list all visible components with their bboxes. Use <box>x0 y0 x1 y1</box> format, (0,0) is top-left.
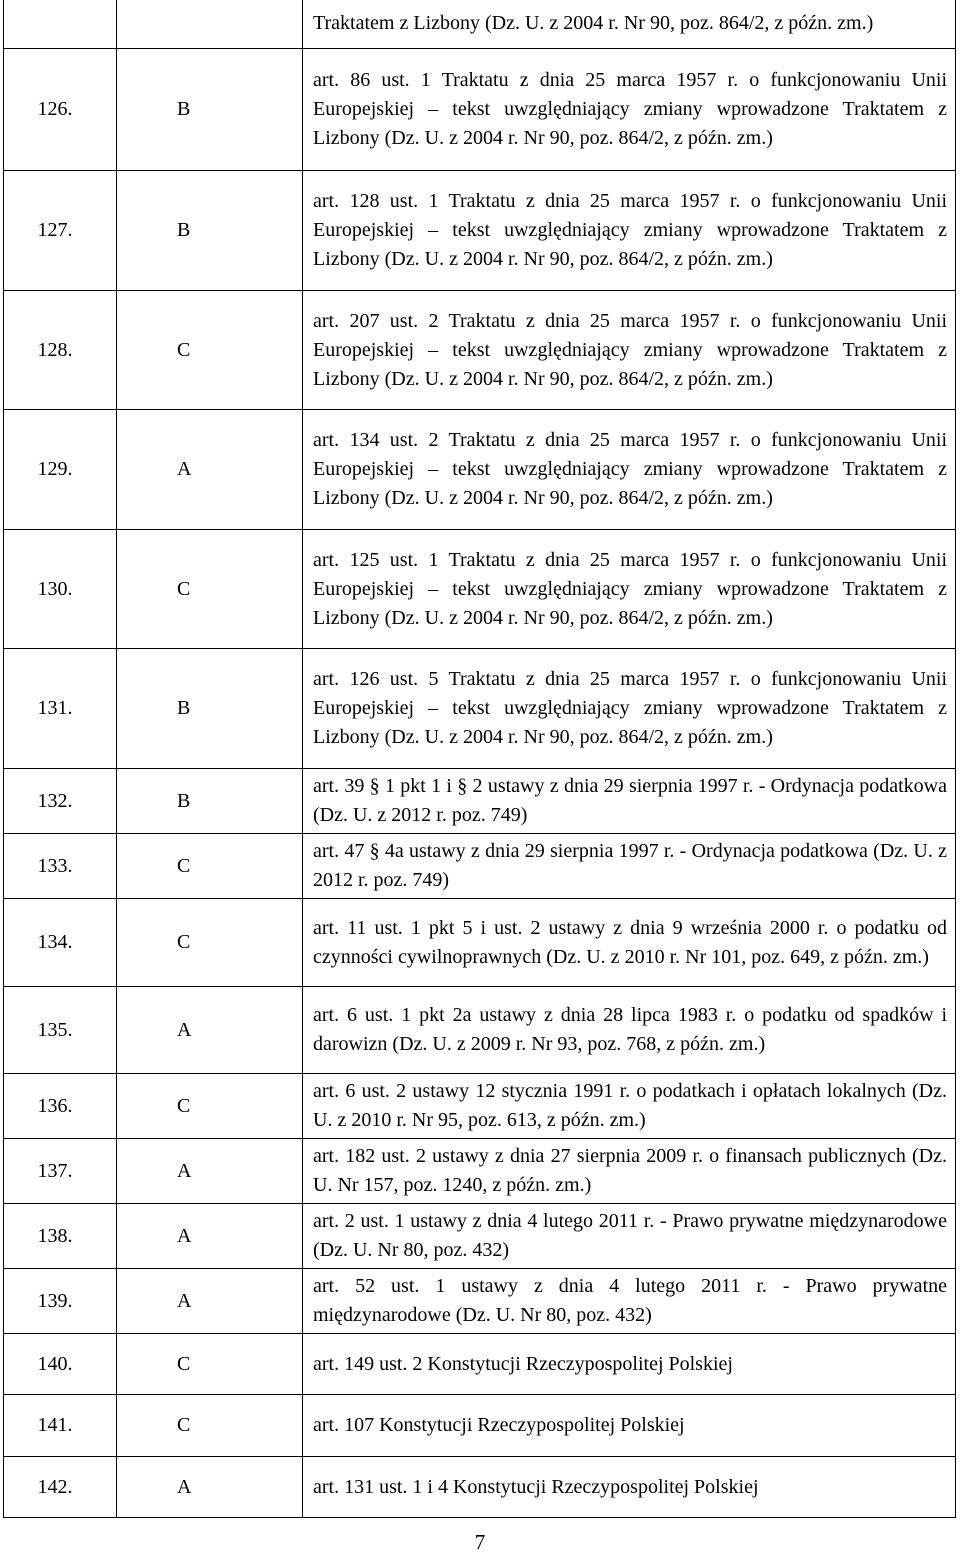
table-row <box>4 769 956 834</box>
table-row <box>4 987 956 1074</box>
answer-letter: B <box>117 171 303 291</box>
answer-key-table <box>3 0 956 1518</box>
table-row <box>4 171 956 291</box>
question-number: 137. <box>4 1139 117 1204</box>
question-number: 141. <box>4 1395 117 1457</box>
question-number: 138. <box>4 1204 117 1269</box>
legal-reference: art. 107 Konstytucji Rzeczypospolitej Polskiej <box>303 1395 956 1457</box>
table-row <box>4 1457 956 1518</box>
table-row <box>4 834 956 899</box>
page-number: 7 <box>474 1530 486 1554</box>
table-row <box>4 649 956 769</box>
question-number: 129. <box>4 410 117 530</box>
question-number: 132. <box>4 769 117 834</box>
table-row <box>4 410 956 530</box>
table-row <box>4 0 956 49</box>
legal-reference: art. 39 § 1 pkt 1 i § 2 ustawy z dnia 29 sierpnia 1997 r. - Ordynacja podatkowa (Dz. U. z 2012 r. poz. 749) <box>303 769 956 834</box>
answer-letter: B <box>117 649 303 769</box>
table-row <box>4 1334 956 1395</box>
legal-reference: art. 6 ust. 1 pkt 2a ustawy z dnia 28 lipca 1983 r. o podatku od spadków i darowizn (Dz. U. z 2009 r. Nr 93, poz. 768, z późn. zm.) <box>303 987 956 1074</box>
question-number: 135. <box>4 987 117 1074</box>
legal-reference: art. 134 ust. 2 Traktatu z dnia 25 marca 1957 r. o funkcjonowaniu Unii Europejskiej – tekst uwzględniający zmiany wprowadzone Traktatem z Lizbony (Dz. U. z 2004 r. Nr 90, poz. 864/2, z późn. zm.) <box>303 410 956 530</box>
legal-reference: art. 2 ust. 1 ustawy z dnia 4 lutego 2011 r. - Prawo prywatne międzynarodowe (Dz. U. Nr 80, poz. 432) <box>303 1204 956 1269</box>
question-number: 142. <box>4 1457 117 1518</box>
answer-letter: C <box>117 530 303 649</box>
question-number <box>4 0 117 49</box>
question-number: 134. <box>4 899 117 987</box>
legal-reference: art. 128 ust. 1 Traktatu z dnia 25 marca 1957 r. o funkcjonowaniu Unii Europejskiej – tekst uwzględniający zmiany wprowadzone Traktatem z Lizbony (Dz. U. z 2004 r. Nr 90, poz. 864/2, z późn. zm.) <box>303 171 956 291</box>
legal-reference: art. 182 ust. 2 ustawy z dnia 27 sierpnia 2009 r. o finansach publicznych (Dz. U. Nr 157, poz. 1240, z późn. zm.) <box>303 1139 956 1204</box>
table-row <box>4 1395 956 1457</box>
answer-key-body <box>4 0 956 1518</box>
answer-letter: C <box>117 834 303 899</box>
legal-reference: art. 11 ust. 1 pkt 5 i ust. 2 ustawy z dnia 9 września 2000 r. o podatku od czynności cywilnoprawnych (Dz. U. z 2010 r. Nr 101, poz. 649, z późn. zm.) <box>303 899 956 987</box>
answer-letter: C <box>117 291 303 410</box>
answer-letter: A <box>117 1139 303 1204</box>
table-row <box>4 1204 956 1269</box>
legal-reference: Traktatem z Lizbony (Dz. U. z 2004 r. Nr 90, poz. 864/2, z późn. zm.) <box>303 0 956 49</box>
table-row <box>4 1139 956 1204</box>
answer-letter: C <box>117 1395 303 1457</box>
answer-letter: C <box>117 1074 303 1139</box>
answer-letter <box>117 0 303 49</box>
answer-letter: C <box>117 1334 303 1395</box>
answer-letter: B <box>117 49 303 171</box>
answer-letter: A <box>117 987 303 1074</box>
table-row <box>4 49 956 171</box>
table-row <box>4 291 956 410</box>
question-number: 136. <box>4 1074 117 1139</box>
legal-reference: art. 47 § 4a ustawy z dnia 29 sierpnia 1997 r. - Ordynacja podatkowa (Dz. U. z 2012 r. poz. 749) <box>303 834 956 899</box>
table-row <box>4 530 956 649</box>
legal-reference: art. 207 ust. 2 Traktatu z dnia 25 marca 1957 r. o funkcjonowaniu Unii Europejskiej – tekst uwzględniający zmiany wprowadzone Traktatem z Lizbony (Dz. U. z 2004 r. Nr 90, poz. 864/2, z późn. zm.) <box>303 291 956 410</box>
question-number: 130. <box>4 530 117 649</box>
legal-reference: art. 86 ust. 1 Traktatu z dnia 25 marca 1957 r. o funkcjonowaniu Unii Europejskiej – tekst uwzględniający zmiany wprowadzone Traktatem z Lizbony (Dz. U. z 2004 r. Nr 90, poz. 864/2, z późn. zm.) <box>303 49 956 171</box>
table-row <box>4 1074 956 1139</box>
legal-reference: art. 131 ust. 1 i 4 Konstytucji Rzeczypospolitej Polskiej <box>303 1457 956 1518</box>
question-number: 127. <box>4 171 117 291</box>
answer-letter: A <box>117 1204 303 1269</box>
question-number: 139. <box>4 1269 117 1334</box>
table-row <box>4 1269 956 1334</box>
legal-reference: art. 149 ust. 2 Konstytucji Rzeczypospolitej Polskiej <box>303 1334 956 1395</box>
question-number: 126. <box>4 49 117 171</box>
question-number: 131. <box>4 649 117 769</box>
answer-letter: A <box>117 410 303 530</box>
answer-letter: A <box>117 1269 303 1334</box>
legal-reference: art. 126 ust. 5 Traktatu z dnia 25 marca 1957 r. o funkcjonowaniu Unii Europejskiej – tekst uwzględniający zmiany wprowadzone Traktatem z Lizbony (Dz. U. z 2004 r. Nr 90, poz. 864/2, z późn. zm.) <box>303 649 956 769</box>
legal-reference: art. 125 ust. 1 Traktatu z dnia 25 marca 1957 r. o funkcjonowaniu Unii Europejskiej – tekst uwzględniający zmiany wprowadzone Traktatem z Lizbony (Dz. U. z 2004 r. Nr 90, poz. 864/2, z późn. zm.) <box>303 530 956 649</box>
answer-letter: C <box>117 899 303 987</box>
answer-letter: B <box>117 769 303 834</box>
question-number: 140. <box>4 1334 117 1395</box>
answer-letter: A <box>117 1457 303 1518</box>
legal-reference: art. 6 ust. 2 ustawy 12 stycznia 1991 r. o podatkach i opłatach lokalnych (Dz. U. z 2010 r. Nr 95, poz. 613, z późn. zm.) <box>303 1074 956 1139</box>
question-number: 128. <box>4 291 117 410</box>
table-row <box>4 899 956 987</box>
question-number: 133. <box>4 834 117 899</box>
legal-reference: art. 52 ust. 1 ustawy z dnia 4 lutego 2011 r. - Prawo prywatne międzynarodowe (Dz. U. Nr 80, poz. 432) <box>303 1269 956 1334</box>
